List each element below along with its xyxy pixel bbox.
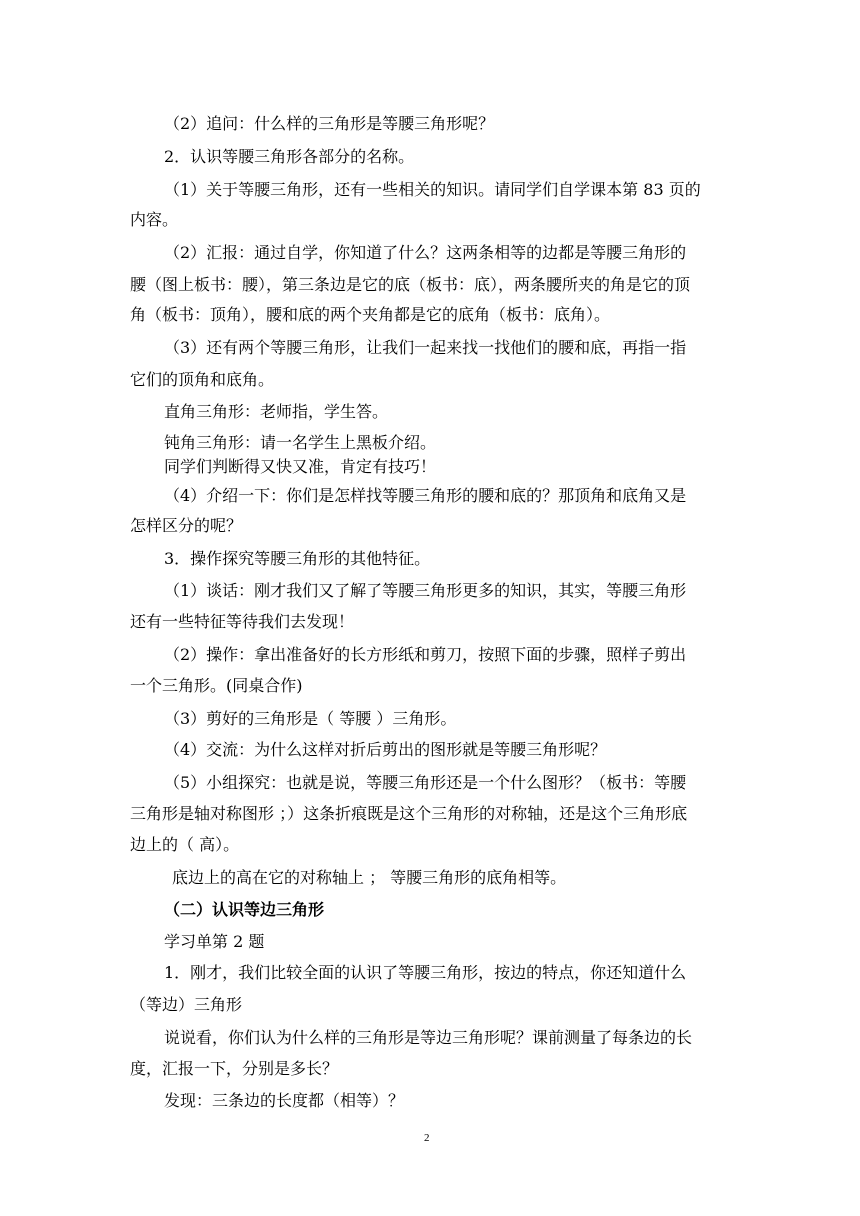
text-line: 度，汇报一下，分别是多长？: [130, 1059, 339, 1078]
text-line: （1）谈话：刚才我们又了解了等腰三角形更多的知识，其实，等腰三角形: [164, 581, 687, 600]
text-line: 底边上的高在它的对称轴上 ； 等腰三角形的底角相等。: [172, 868, 567, 887]
text-line: （4）介绍一下：你们是怎样找等腰三角形的腰和底的？那顶角和底角又是: [164, 486, 687, 505]
text-line: 还有一些特征等待我们去发现！: [130, 612, 355, 631]
text-line: 腰（图上板书：腰），第三条边是它的底（板书：底），两条腰所夹的角是它的顶: [130, 275, 691, 294]
text-line: 它们的顶角和底角。: [130, 370, 275, 389]
text-line: 同学们判断得又快又准，肯定有技巧！: [164, 457, 437, 476]
section-heading: 2．认识等腰三角形各部分的名称。: [164, 147, 415, 166]
section-heading: （二）认识等边三角形: [164, 900, 325, 919]
page-number: 2: [424, 1132, 430, 1144]
text-line: （3）还有两个等腰三角形，让我们一起来找一找他们的腰和底，再指一指: [164, 338, 687, 357]
text-line: 学习单第 2 题: [164, 932, 265, 951]
text-line: 钝角三角形：请一名学生上黑板介绍。: [164, 433, 437, 452]
text-line: 发现：三条边的长度都（相等）？: [164, 1091, 405, 1110]
text-line: （4）交流：为什么这样对折后剪出的图形就是等腰三角形呢？: [164, 740, 607, 759]
text-line: 直角三角形：老师指，学生答。: [164, 402, 389, 421]
text-line: （3）剪好的三角形是（ 等腰 ）三角形。: [164, 709, 457, 728]
text-line: （1）关于等腰三角形，还有一些相关的知识。请同学们自学课本第 83 页的: [164, 180, 701, 199]
text-line: （2）追问：什么样的三角形是等腰三角形呢？: [164, 114, 495, 133]
text-line: 说说看，你们认为什么样的三角形是等边三角形呢？课前测量了每条边的长: [164, 1028, 693, 1047]
text-line: 三角形是轴对称图形 ；）这条折痕既是这个三角形的对称轴，还是这个三角形底: [130, 804, 688, 823]
section-heading: 3．操作探究等腰三角形的其他特征。: [164, 549, 431, 568]
text-line: 边上的（ 高）。: [130, 835, 240, 854]
text-line: 1．刚才，我们比较全面的认识了等腰三角形，按边的特点，你还知道什么: [164, 963, 687, 982]
text-line: （2）操作：拿出准备好的长方形纸和剪刀，按照下面的步骤，照样子剪出: [164, 645, 687, 664]
text-line: 角（板书：顶角），腰和底的两个夹角都是它的底角（板书：底角）。: [130, 305, 611, 324]
text-line: （5）小组探究：也就是说，等腰三角形还是一个什么图形？（板书：等腰: [164, 773, 687, 792]
text-line: 怎样区分的呢？: [130, 516, 243, 535]
text-line: 一个三角形。(同桌合作): [130, 676, 303, 695]
text-line: （等边）三角形: [130, 995, 243, 1014]
text-line: （2）汇报：通过自学，你知道了什么？这两条相等的边都是等腰三角形的: [164, 243, 687, 262]
text-line: 内容。: [130, 210, 179, 229]
